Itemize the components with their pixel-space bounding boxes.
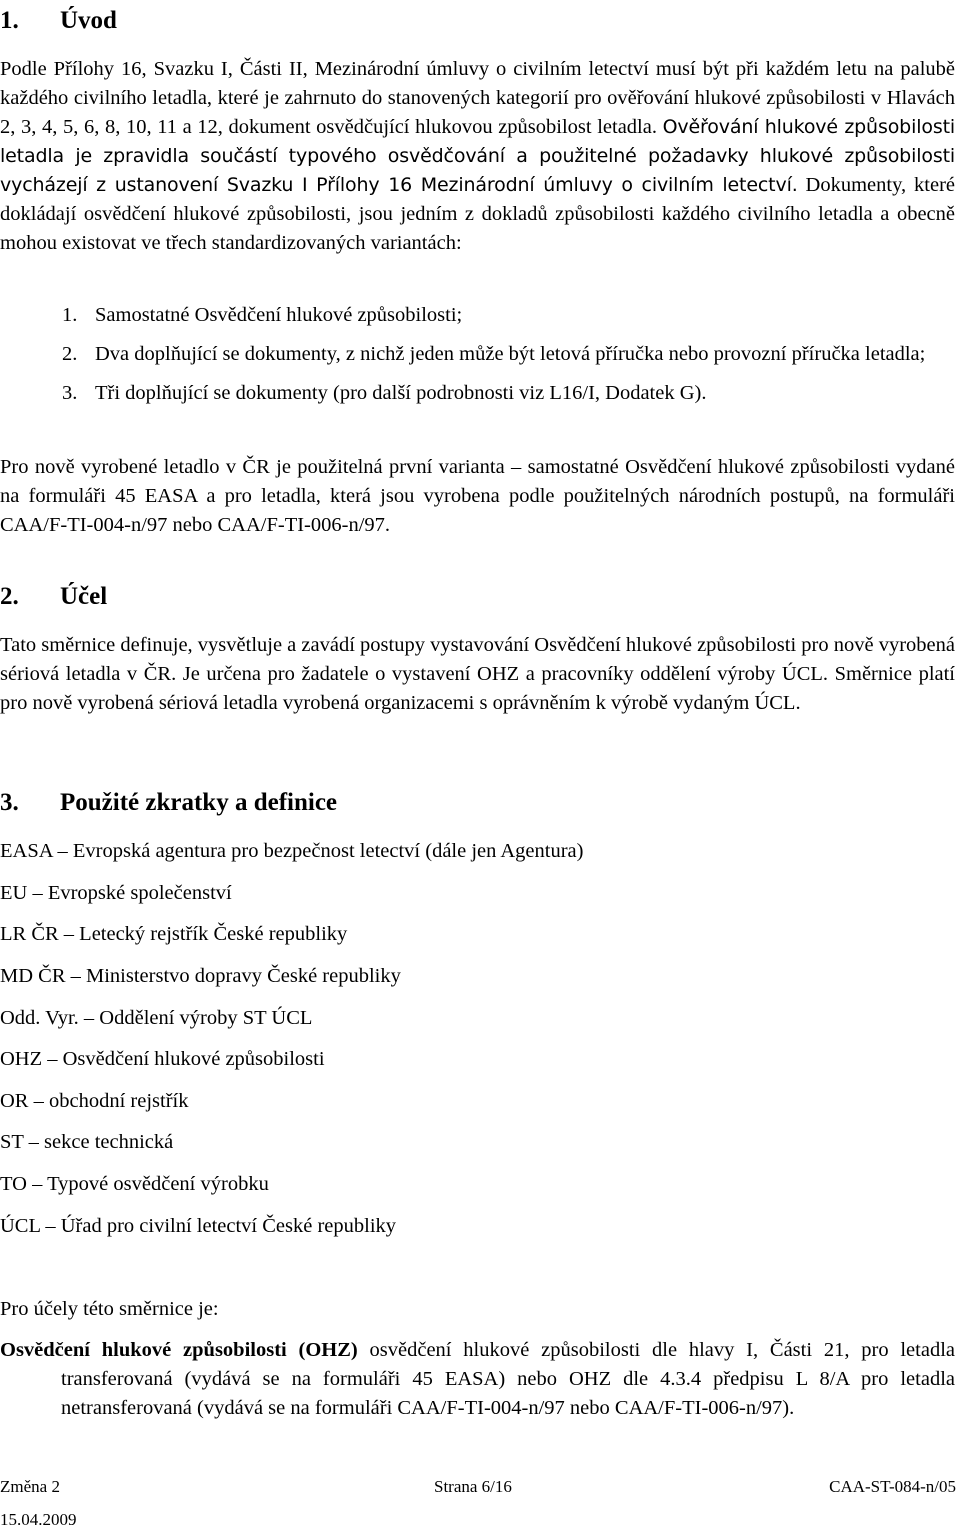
intro-text-3: Dokumenty, které dokládají osvědčení hlukové způsobilosti, jsou jedním z dokladů způsobilosti každého civilního letadla a obecně mohou existovat ve třech standardizovaných variantách: <box>0 174 956 254</box>
list-text: Samostatné Osvědčení hlukové způsobilosti; <box>95 304 463 326</box>
section-title: Úvod <box>60 7 117 34</box>
purpose-paragraph: Tato směrnice definuje, vysvětluje a zavádí postupy vystavování Osvědčení hlukové způsobilosti pro nově vyrobená sériová letadla v ČR. Je určena pro žadatele o vystavení OHZ a pracovníky oddělení výroby ÚCL. Směrnice platí pro nově vyrobená sériová letadla vyrobená organizacemi s oprávněním k výrobě vydaným ÚCL. <box>0 634 955 714</box>
abbreviation-item: LR ČR – Letecký rejstřík České republiky <box>0 923 348 945</box>
abbreviation-item: MD ČR – Ministerstvo dopravy České republiky <box>0 965 401 987</box>
section-heading-intro <box>0 6 117 36</box>
footer-change: Změna 2 <box>0 1477 60 1496</box>
list-text: Tři doplňující se dokumenty (pro další podrobnosti viz L16/I, Dodatek G). <box>95 382 707 404</box>
variant-list <box>0 301 955 418</box>
section-heading-purpose <box>0 582 107 612</box>
abbreviation-item: Odd. Vyr. – Oddělení výroby ST ÚCL <box>0 1007 313 1029</box>
footer-date: 15.04.2009 <box>0 1510 77 1529</box>
list-number: 3. <box>62 382 78 404</box>
section-title: Účel <box>60 583 108 610</box>
section-heading-abbreviations <box>0 788 337 818</box>
section-number: 1. <box>0 7 19 34</box>
abbreviation-item: ÚCL – Úřad pro civilní letectví České republiky <box>0 1215 397 1237</box>
list-item <box>0 379 955 408</box>
list-item <box>0 301 955 330</box>
abbreviation-item: OR – obchodní rejstřík <box>0 1090 189 1112</box>
list-number: 2. <box>62 343 78 365</box>
variant-paragraph: Pro nově vyrobené letadlo v ČR je použitelná první varianta – samostatné Osvědčení hlukové způsobilosti vydané na formuláři 45 EASA a pro letadla, která jsou vyrobena podle použitelných národních postupů, na formuláři CAA/F-TI-004-n/97 nebo CAA/F-TI-006-n/97. <box>0 456 955 536</box>
definition-item <box>0 1336 955 1423</box>
definitions-intro: Pro účely této směrnice je: <box>0 1298 219 1320</box>
intro-text-2: Ověřování hlukové způsobilosti letadla je zpravidla součástí typového osvědčování a použitelné požadavky hlukové způsobilosti vycházejí z ustanovení Svazku I Přílohy 16 Mezinárodní úmluvy o civilním letectví. <box>0 116 955 196</box>
list-number: 1. <box>62 304 78 326</box>
section-number: 3. <box>0 789 19 816</box>
footer-document-id: CAA-ST-084-n/05 <box>829 1477 956 1496</box>
abbreviation-item: EASA – Evropská agentura pro bezpečnost letectví (dále jen Agentura) <box>0 840 584 862</box>
abbreviation-item: TO – Typové osvědčení výrobku <box>0 1173 269 1195</box>
section-title: Použité zkratky a definice <box>60 789 338 816</box>
abbreviation-item: OHZ – Osvědčení hlukové způsobilosti <box>0 1048 325 1070</box>
definition-term: Osvědčení hlukové způsobilosti (OHZ) <box>0 1339 358 1361</box>
abbreviation-item: ST – sekce technická <box>0 1131 174 1153</box>
definition-text: osvědčení hlukové způsobilosti dle hlavy I, Části 21, pro letadla transferovaná (vydává se na formuláři 45 EASA) nebo OHZ dle 4.3.4 předpisu L 8/A pro letadla netransferovaná (vydává se na formuláři CAA/F-TI-004-n/97 nebo CAA/F-TI-006-n/97). <box>61 1339 955 1419</box>
list-item <box>0 340 955 369</box>
intro-paragraph <box>0 55 955 258</box>
list-text: Dva doplňující se dokumenty, z nichž jeden může být letová příručka nebo provozní příručka letadla; <box>95 343 926 365</box>
section-number: 2. <box>0 583 19 610</box>
abbreviation-item: EU – Evropské společenství <box>0 882 232 904</box>
intro-text-1: Podle Přílohy 16, Svazku I, Části II, Mezinárodní úmluvy o civilním letectví musí být při každém letu na palubě každého civilního letadla, které je zahrnuto do stanovených kategorií pro ověřování hlukové způsobilosti v Hlavách 2, 3, 4, 5, 6, 8, 10, 11 a 12, dokument osvědčující hlukovou způsobilost letadla. <box>0 58 955 138</box>
footer-page-number: Strana 6/16 <box>434 1477 512 1496</box>
